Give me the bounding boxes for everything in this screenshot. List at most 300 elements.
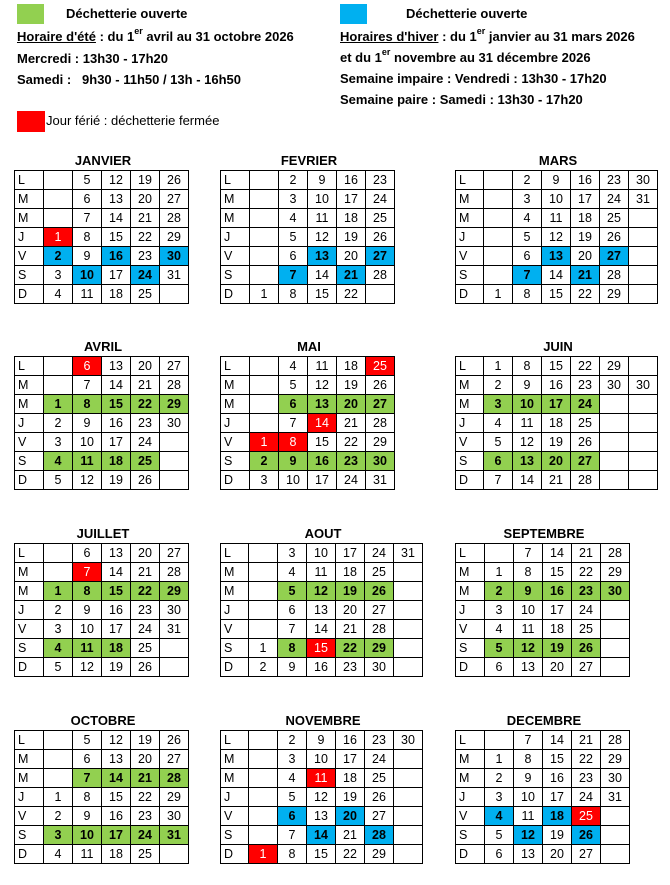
week-day-row <box>15 190 189 209</box>
day-cell: 22 <box>336 845 365 864</box>
day-cell: 5 <box>279 376 308 395</box>
day-label: L <box>15 544 44 563</box>
week-day-row <box>221 190 395 209</box>
day-label: M <box>221 190 250 209</box>
week-day-row <box>456 639 630 658</box>
week-day-row <box>221 357 395 376</box>
day-cell: 14 <box>307 826 336 845</box>
day-cell: 7 <box>278 620 307 639</box>
day-label: J <box>221 601 249 620</box>
summer-heading-sup: er <box>134 26 143 36</box>
summer-wednesday-hours: Mercredi : 13h30 - 17h20 <box>17 51 169 66</box>
day-cell: 6 <box>513 247 542 266</box>
day-cell: 25 <box>365 563 394 582</box>
day-cell: 16 <box>308 452 337 471</box>
summer-heading-post: avril au 31 octobre 2026 <box>142 29 294 44</box>
month-juin <box>455 338 661 490</box>
day-cell: 28 <box>365 826 394 845</box>
day-cell: 3 <box>279 190 308 209</box>
month-table <box>455 730 630 864</box>
day-cell: 12 <box>308 376 337 395</box>
week-day-row <box>456 285 658 304</box>
day-cell <box>249 582 278 601</box>
day-cell: 31 <box>366 471 395 490</box>
day-label: M <box>15 563 44 582</box>
day-cell: 18 <box>336 769 365 788</box>
week-day-row <box>456 769 630 788</box>
winter-odd-week-hours: Semaine impaire : Vendredi : 13h30 - 17h20 <box>340 71 607 86</box>
day-cell: 8 <box>73 228 102 247</box>
day-cell: 19 <box>131 731 160 750</box>
week-day-row <box>221 171 395 190</box>
month-title: SEPTEMBRE <box>503 526 585 541</box>
day-cell: 18 <box>102 639 131 658</box>
day-cell: 18 <box>102 845 131 864</box>
day-cell <box>601 826 630 845</box>
day-cell: 28 <box>366 414 395 433</box>
day-cell: 13 <box>102 750 131 769</box>
day-cell: 18 <box>543 807 572 826</box>
day-cell <box>160 471 189 490</box>
day-cell <box>601 658 630 677</box>
day-cell: 12 <box>514 826 543 845</box>
day-label: S <box>456 266 484 285</box>
day-cell: 23 <box>131 247 160 266</box>
day-cell: 3 <box>485 788 514 807</box>
day-cell: 16 <box>307 658 336 677</box>
day-cell: 19 <box>102 658 131 677</box>
day-cell: 12 <box>307 788 336 807</box>
day-cell: 13 <box>513 452 542 471</box>
day-cell: 28 <box>160 209 189 228</box>
week-day-row <box>15 171 189 190</box>
day-cell <box>629 285 658 304</box>
day-cell: 22 <box>131 582 160 601</box>
day-cell: 20 <box>543 658 572 677</box>
day-cell: 5 <box>278 788 307 807</box>
day-label: D <box>221 845 249 864</box>
day-cell <box>250 414 279 433</box>
day-cell: 15 <box>307 639 336 658</box>
day-label: V <box>15 433 44 452</box>
day-cell: 9 <box>542 171 571 190</box>
day-cell: 1 <box>485 750 514 769</box>
day-cell: 25 <box>572 807 601 826</box>
day-label: M <box>15 750 44 769</box>
day-cell: 29 <box>160 395 189 414</box>
day-cell: 4 <box>44 845 73 864</box>
day-label: J <box>456 601 485 620</box>
day-cell: 22 <box>571 285 600 304</box>
day-label: D <box>221 471 250 490</box>
day-label: D <box>15 471 44 490</box>
day-cell: 4 <box>279 357 308 376</box>
day-cell: 31 <box>160 266 189 285</box>
day-cell: 10 <box>513 395 542 414</box>
winter-legend-title: Déchetterie ouverte <box>406 6 528 21</box>
day-cell: 11 <box>542 209 571 228</box>
week-day-row <box>221 471 395 490</box>
day-cell: 21 <box>131 563 160 582</box>
day-cell: 6 <box>278 807 307 826</box>
day-label: V <box>456 433 484 452</box>
week-day-row <box>456 414 658 433</box>
month-title: OCTOBRE <box>70 713 136 728</box>
day-cell: 13 <box>514 845 543 864</box>
day-cell: 23 <box>131 601 160 620</box>
day-cell <box>629 209 658 228</box>
day-cell: 30 <box>601 769 630 788</box>
day-cell: 8 <box>278 845 307 864</box>
week-day-row <box>15 433 189 452</box>
day-cell: 2 <box>484 376 513 395</box>
day-cell: 8 <box>513 357 542 376</box>
day-cell: 3 <box>44 620 73 639</box>
day-cell <box>394 807 423 826</box>
day-cell: 6 <box>279 395 308 414</box>
day-cell: 18 <box>337 209 366 228</box>
day-cell: 5 <box>279 228 308 247</box>
week-day-row <box>15 563 189 582</box>
day-cell: 15 <box>102 228 131 247</box>
day-cell: 27 <box>160 190 189 209</box>
month-title: JUILLET <box>76 526 130 541</box>
day-cell: 19 <box>542 433 571 452</box>
day-cell: 22 <box>572 563 601 582</box>
day-cell: 17 <box>102 266 131 285</box>
day-cell <box>629 452 658 471</box>
day-cell: 4 <box>485 807 514 826</box>
day-cell: 4 <box>44 639 73 658</box>
winter-even-week-hours: Semaine paire : Samedi : 13h30 - 17h20 <box>340 92 583 107</box>
day-cell: 18 <box>542 414 571 433</box>
week-day-row <box>456 601 630 620</box>
day-cell: 14 <box>308 266 337 285</box>
day-cell: 14 <box>308 414 337 433</box>
day-cell: 27 <box>365 601 394 620</box>
day-label: S <box>15 266 44 285</box>
day-label: S <box>221 826 249 845</box>
day-cell: 29 <box>366 433 395 452</box>
day-cell <box>250 247 279 266</box>
day-cell: 26 <box>131 471 160 490</box>
day-cell: 26 <box>131 658 160 677</box>
day-cell <box>249 544 278 563</box>
day-cell: 20 <box>131 544 160 563</box>
month-fevrier <box>220 152 398 304</box>
day-cell: 1 <box>44 395 73 414</box>
day-cell: 13 <box>307 601 336 620</box>
day-cell: 13 <box>102 190 131 209</box>
day-cell: 6 <box>278 601 307 620</box>
summer-heading-pre: : du 1 <box>95 29 135 44</box>
day-cell: 10 <box>307 544 336 563</box>
day-cell <box>394 750 423 769</box>
day-cell: 4 <box>44 452 73 471</box>
month-title: JUIN <box>543 339 573 354</box>
day-cell <box>485 544 514 563</box>
day-cell: 31 <box>629 190 658 209</box>
day-cell: 7 <box>279 266 308 285</box>
month-aout <box>220 525 426 677</box>
day-cell: 8 <box>73 788 102 807</box>
day-cell: 26 <box>160 731 189 750</box>
day-cell: 28 <box>601 731 630 750</box>
day-cell <box>160 658 189 677</box>
day-cell: 7 <box>514 544 543 563</box>
day-cell: 17 <box>102 620 131 639</box>
month-title: NOVEMBRE <box>285 713 361 728</box>
week-day-row <box>456 544 630 563</box>
day-cell: 21 <box>336 620 365 639</box>
day-label: L <box>456 357 484 376</box>
day-label: S <box>221 639 249 658</box>
day-cell: 25 <box>600 209 629 228</box>
week-day-row <box>456 845 630 864</box>
day-cell <box>629 247 658 266</box>
day-cell: 2 <box>278 731 307 750</box>
day-cell: 29 <box>600 357 629 376</box>
day-cell: 15 <box>543 750 572 769</box>
day-cell <box>629 228 658 247</box>
day-cell <box>484 171 513 190</box>
week-day-row <box>15 209 189 228</box>
day-cell: 7 <box>514 731 543 750</box>
day-cell: 19 <box>337 228 366 247</box>
day-cell: 9 <box>73 601 102 620</box>
day-cell: 15 <box>308 285 337 304</box>
day-cell: 30 <box>160 414 189 433</box>
holiday-legend-text: Jour férié : déchetterie fermée <box>46 113 220 128</box>
day-label: M <box>221 750 249 769</box>
day-label: M <box>221 395 250 414</box>
day-cell: 16 <box>543 769 572 788</box>
day-cell: 9 <box>278 658 307 677</box>
day-cell: 21 <box>131 376 160 395</box>
day-cell <box>629 357 658 376</box>
day-cell: 22 <box>131 228 160 247</box>
week-day-row <box>456 209 658 228</box>
week-day-row <box>456 582 630 601</box>
day-cell <box>250 376 279 395</box>
day-cell: 9 <box>308 171 337 190</box>
week-day-row <box>456 731 630 750</box>
day-cell: 6 <box>73 190 102 209</box>
holiday-color-swatch <box>17 111 45 132</box>
week-day-row <box>15 376 189 395</box>
day-cell: 11 <box>308 357 337 376</box>
day-label: L <box>221 544 249 563</box>
winter-heading-label: Horaires d'hiver <box>340 29 439 44</box>
day-cell: 20 <box>543 845 572 864</box>
day-cell: 30 <box>366 452 395 471</box>
day-cell <box>44 731 73 750</box>
week-day-row <box>15 826 189 845</box>
day-cell: 11 <box>308 209 337 228</box>
day-cell: 6 <box>279 247 308 266</box>
day-cell: 13 <box>308 247 337 266</box>
week-day-row <box>221 658 423 677</box>
day-cell <box>601 845 630 864</box>
day-cell: 30 <box>601 582 630 601</box>
day-cell: 26 <box>160 171 189 190</box>
day-cell: 13 <box>542 247 571 266</box>
day-label: D <box>15 658 44 677</box>
winter-heading-pre: : du 1 <box>438 29 477 44</box>
week-day-row <box>456 266 658 285</box>
day-cell: 23 <box>366 171 395 190</box>
day-cell: 10 <box>542 190 571 209</box>
day-cell: 21 <box>572 731 601 750</box>
day-cell <box>629 395 658 414</box>
day-cell: 22 <box>337 285 366 304</box>
day-cell: 23 <box>571 376 600 395</box>
week-day-row <box>221 395 395 414</box>
week-day-row <box>221 845 423 864</box>
day-cell: 12 <box>513 433 542 452</box>
day-label: V <box>221 807 249 826</box>
day-cell <box>394 601 423 620</box>
week-day-row <box>221 209 395 228</box>
day-cell: 27 <box>366 247 395 266</box>
day-label: S <box>456 639 485 658</box>
week-day-row <box>221 544 423 563</box>
day-cell: 29 <box>601 750 630 769</box>
day-cell <box>394 788 423 807</box>
day-label: M <box>221 563 249 582</box>
day-cell: 27 <box>160 750 189 769</box>
day-cell: 8 <box>513 285 542 304</box>
day-cell: 27 <box>572 658 601 677</box>
day-cell: 5 <box>73 731 102 750</box>
day-label: S <box>456 452 484 471</box>
day-cell: 2 <box>513 171 542 190</box>
day-cell: 18 <box>543 620 572 639</box>
day-cell <box>394 582 423 601</box>
day-cell: 7 <box>279 414 308 433</box>
day-cell: 21 <box>571 266 600 285</box>
week-day-row <box>15 471 189 490</box>
day-cell: 15 <box>542 357 571 376</box>
day-cell: 21 <box>542 471 571 490</box>
day-cell: 16 <box>102 247 131 266</box>
day-cell <box>249 620 278 639</box>
day-cell: 23 <box>337 452 366 471</box>
day-cell: 14 <box>543 731 572 750</box>
month-table <box>220 543 423 677</box>
day-cell: 11 <box>514 807 543 826</box>
day-cell: 10 <box>73 266 102 285</box>
day-cell: 7 <box>278 826 307 845</box>
day-label: S <box>456 826 485 845</box>
day-cell: 18 <box>571 209 600 228</box>
day-cell: 8 <box>73 395 102 414</box>
day-cell <box>394 639 423 658</box>
day-label: J <box>456 414 484 433</box>
day-cell: 24 <box>365 544 394 563</box>
day-cell <box>44 357 73 376</box>
day-cell: 25 <box>131 285 160 304</box>
week-day-row <box>221 826 423 845</box>
day-label: L <box>456 544 485 563</box>
summer-color-swatch <box>17 4 44 24</box>
day-cell: 19 <box>336 788 365 807</box>
day-cell: 27 <box>571 452 600 471</box>
day-cell: 15 <box>543 563 572 582</box>
day-cell: 24 <box>131 826 160 845</box>
day-cell: 12 <box>73 658 102 677</box>
day-cell: 16 <box>102 601 131 620</box>
week-day-row <box>221 788 423 807</box>
day-cell: 12 <box>73 471 102 490</box>
week-day-row <box>456 620 630 639</box>
day-label: M <box>456 750 485 769</box>
day-cell: 1 <box>249 639 278 658</box>
day-cell: 20 <box>336 601 365 620</box>
month-table <box>14 543 189 677</box>
day-cell: 19 <box>131 171 160 190</box>
day-cell: 7 <box>513 266 542 285</box>
day-cell: 5 <box>485 639 514 658</box>
day-label: M <box>15 190 44 209</box>
day-cell: 13 <box>102 544 131 563</box>
week-day-row <box>221 376 395 395</box>
day-cell: 25 <box>365 769 394 788</box>
day-cell <box>250 171 279 190</box>
day-label: J <box>221 228 250 247</box>
day-cell: 28 <box>365 620 394 639</box>
day-label: M <box>456 769 485 788</box>
day-cell: 19 <box>102 471 131 490</box>
day-cell: 8 <box>279 433 308 452</box>
day-cell: 24 <box>131 620 160 639</box>
day-cell: 1 <box>44 788 73 807</box>
day-cell <box>394 658 423 677</box>
day-cell: 25 <box>571 414 600 433</box>
week-day-row <box>15 807 189 826</box>
day-cell: 10 <box>279 471 308 490</box>
day-cell: 24 <box>571 395 600 414</box>
day-cell: 28 <box>160 563 189 582</box>
day-label: D <box>456 285 484 304</box>
day-cell: 17 <box>571 190 600 209</box>
summer-hours-heading <box>17 26 294 45</box>
day-label: L <box>15 731 44 750</box>
day-cell: 30 <box>365 658 394 677</box>
day-label: V <box>221 620 249 639</box>
day-cell: 5 <box>44 471 73 490</box>
day-cell: 20 <box>131 190 160 209</box>
day-cell: 21 <box>337 414 366 433</box>
day-cell: 30 <box>160 247 189 266</box>
day-cell: 16 <box>571 171 600 190</box>
day-label: M <box>456 582 485 601</box>
day-cell <box>484 266 513 285</box>
day-cell <box>394 769 423 788</box>
summer-heading-label: Horaire d'été <box>17 29 96 44</box>
day-cell: 30 <box>160 601 189 620</box>
week-day-row <box>15 285 189 304</box>
week-day-row <box>456 826 630 845</box>
day-label: L <box>456 731 485 750</box>
day-cell: 14 <box>513 471 542 490</box>
day-cell: 14 <box>542 266 571 285</box>
day-label: J <box>456 788 485 807</box>
day-label: S <box>15 639 44 658</box>
day-cell <box>601 601 630 620</box>
day-label: D <box>456 658 485 677</box>
day-label: D <box>15 845 44 864</box>
